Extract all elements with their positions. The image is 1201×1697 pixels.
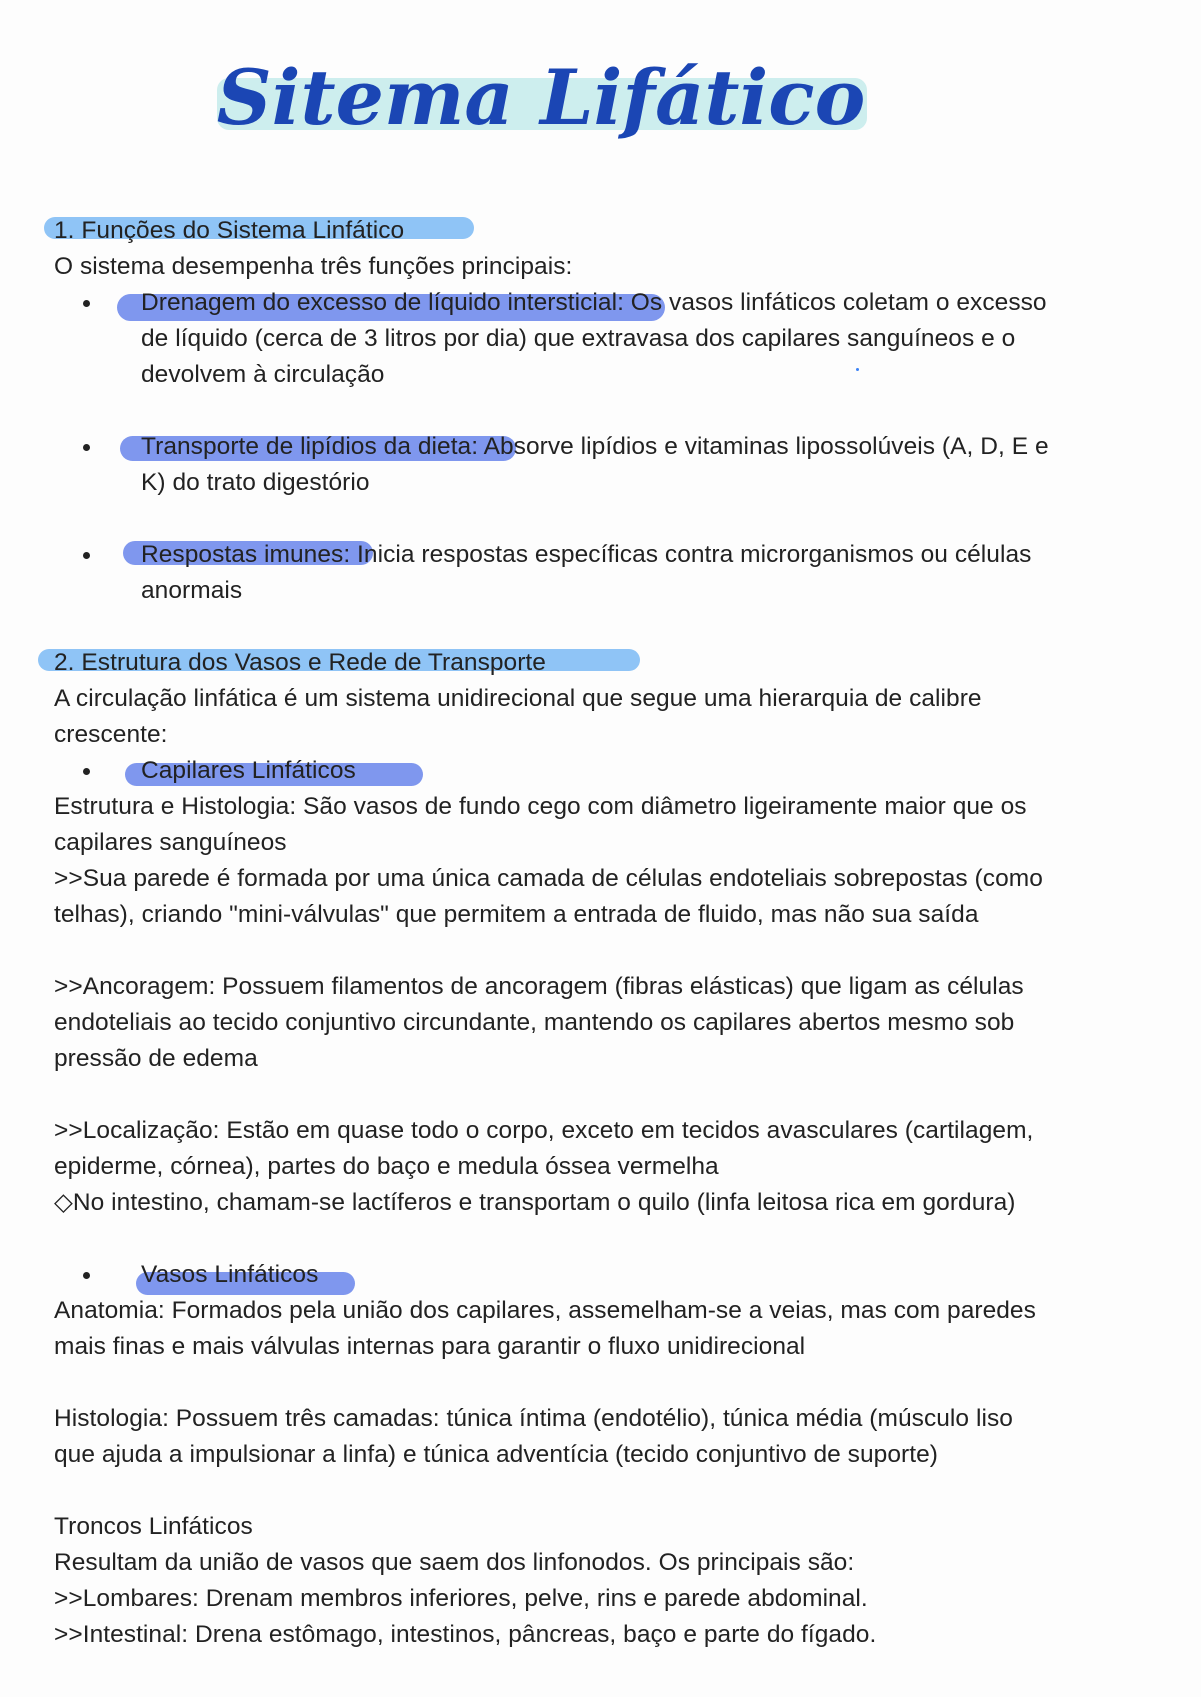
term: Drenagem do excesso de líquido intersticial:	[141, 289, 624, 316]
paragraph-line: endoteliais ao tecido conjuntivo circundante, mantendo os capilares abertos mesmo sob	[54, 1009, 1015, 1036]
handwritten-title	[0, 0, 1201, 180]
list-item-2-first-line	[141, 429, 1049, 465]
paragraph-line: Resultam da união de vasos que saem dos linfonodos. Os principais são:	[54, 1549, 855, 1576]
section-2-heading: 2. Estrutura dos Vasos e Rede de Transporte	[54, 649, 546, 676]
list-item-2-line: K) do trato digestório	[141, 469, 370, 496]
paragraph-line: que ajuda a impulsionar a linfa) e túnica adventícia (tecido conjuntivo de suporte)	[54, 1441, 938, 1468]
bullet	[83, 1272, 90, 1279]
section-1-heading: 1. Funções do Sistema Linfático	[54, 217, 405, 244]
bullet	[83, 300, 90, 307]
paragraph-line: >>Intestinal: Drena estômago, intestinos, pâncreas, baço e parte do fígado.	[54, 1621, 877, 1648]
list-item-3-first-line	[141, 537, 1031, 573]
list-item-1-line: devolvem à circulação	[141, 361, 385, 388]
section-1-intro: O sistema desempenha três funções principais:	[54, 253, 573, 280]
list-item-1-first-line	[141, 285, 1047, 321]
paragraph-line: epiderme, córnea), partes do baço e medula óssea vermelha	[54, 1153, 719, 1180]
vasos-label: Vasos Linfáticos	[141, 1261, 319, 1288]
section-2-intro-line: crescente:	[54, 721, 168, 748]
paragraph-line: >>Ancoragem: Possuem filamentos de ancoragem (fibras elásticas) que ligam as células	[54, 973, 1024, 1000]
paragraph-line: pressão de edema	[54, 1045, 258, 1072]
bullet	[83, 768, 90, 775]
term-description: Absorve lipídios e vitaminas lipossolúveis (A, D, E e	[478, 433, 1049, 460]
paragraph-line: >>Localização: Estão em quase todo o corpo, exceto em tecidos avasculares (cartilagem,	[54, 1117, 1034, 1144]
paragraph-line: ◇No intestino, chamam-se lactíferos e transportam o quilo (linfa leitosa rica em gordura)	[54, 1189, 1016, 1216]
paragraph-line: >>Sua parede é formada por uma única camada de células endoteliais sobrepostas (como	[54, 865, 1043, 892]
paragraph-line: >>Lombares: Drenam membros inferiores, pelve, rins e parede abdominal.	[54, 1585, 868, 1612]
paragraph-line: Anatomia: Formados pela união dos capilares, assemelham-se a veias, mas com paredes	[54, 1297, 1036, 1324]
list-item-1-line: de líquido (cerca de 3 litros por dia) que extravasa dos capilares sanguíneos e o	[141, 325, 1016, 352]
bullet	[83, 552, 90, 559]
term-description: Os vasos linfáticos coletam o excesso	[623, 289, 1047, 316]
title-block	[0, 0, 1201, 185]
paragraph-line: capilares sanguíneos	[54, 829, 287, 856]
list-item-3-line: anormais	[141, 577, 243, 604]
paragraph-line: Estrutura e Histologia: São vasos de fundo cego com diâmetro ligeiramente maior que os	[54, 793, 1027, 820]
paragraph-line: telhas), criando "mini-válvulas" que permitem a entrada de fluido, mas não sua saída	[54, 901, 979, 928]
stray-ink-dot	[856, 368, 859, 371]
page-title: Sitema Lifático	[216, 53, 866, 142]
bullet	[83, 444, 90, 451]
term: Respostas imunes:	[141, 541, 351, 568]
capilares-label: Capilares Linfáticos	[141, 757, 356, 784]
term-description: Inicia respostas específicas contra microrganismos ou células	[350, 541, 1032, 568]
paragraph-line: mais finas e mais válvulas internas para garantir o fluxo unidirecional	[54, 1333, 806, 1360]
troncos-label: Troncos Linfáticos	[54, 1513, 253, 1540]
section-2-intro-line: A circulação linfática é um sistema unidirecional que segue uma hierarquia de calibre	[54, 685, 982, 712]
term: Transporte de lipídios da dieta:	[141, 433, 479, 460]
paragraph-line: Histologia: Possuem três camadas: túnica íntima (endotélio), túnica média (músculo liso	[54, 1405, 1013, 1432]
